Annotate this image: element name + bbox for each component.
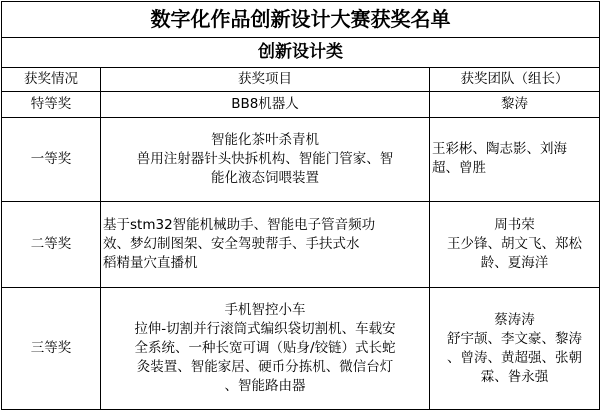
project-line: 能化液态饲喂装置 — [211, 169, 319, 186]
award-project-cell — [101, 288, 430, 410]
table-row — [2, 201, 600, 287]
award-team-cell — [430, 91, 600, 117]
team-line: 周书荣 — [494, 217, 535, 233]
award-level-cell: 三等奖 — [2, 288, 101, 410]
project-line: 稻精量穴直播机 — [103, 255, 198, 271]
header-award-project: 获奖项目 — [101, 67, 430, 91]
team-line: 超、曾胜 — [432, 160, 486, 177]
table-title: 数字化作品创新设计大赛获奖名单 — [2, 2, 600, 38]
award-level-cell: 二等奖 — [2, 201, 101, 287]
table-row — [2, 91, 600, 117]
header-award-team: 获奖团队（组长） — [430, 67, 600, 91]
project-line: 手机智控小车 — [224, 302, 306, 319]
team-line: 龄、夏海洋 — [480, 255, 549, 271]
team-line: 王彩彬、陶志影、刘海 — [432, 141, 567, 158]
project-line: 兽用注射器针头快拆机构、智能门管家、智 — [136, 150, 394, 167]
award-list-table — [1, 1, 600, 410]
award-project-cell — [101, 117, 430, 201]
award-project-cell — [101, 201, 430, 287]
award-project-cell — [101, 91, 430, 117]
project-line: 全系统、一种长宽可调（贴身/铰链）式长蛇 — [134, 340, 396, 357]
project-line: 效、梦幻制图架、安全驾驶帮手、手扶式水 — [103, 236, 360, 252]
project-line: 拉伸-切割并行滚筒式编织袋切割机、车载安 — [134, 321, 396, 338]
project-line: BB8机器人 — [231, 95, 299, 112]
team-line: 、曾涛、黄超强、张朝 — [447, 349, 583, 366]
team-line: 舒宇颉、李文豪、黎涛 — [447, 330, 583, 347]
project-line: 灸装置、智能家居、硬币分拣机、微信台灯 — [136, 359, 394, 376]
table-row — [2, 117, 600, 201]
header-award-level: 获奖情况 — [2, 67, 101, 91]
team-line: 蔡涛涛 — [494, 311, 535, 328]
award-level-cell: 特等奖 — [2, 91, 101, 117]
award-team-cell — [430, 201, 600, 287]
project-line: 智能化茶叶杀青机 — [211, 131, 319, 148]
project-line: 基于stm32智能机械助手、智能电子管音频功 — [103, 217, 376, 233]
award-team-cell — [430, 117, 600, 201]
team-line: 黎涛 — [501, 95, 529, 112]
team-line: 王少锋、胡文飞、郑松 — [447, 236, 583, 252]
table-row — [2, 288, 600, 410]
team-line: 霖、昝永强 — [480, 368, 549, 385]
award-team-cell — [430, 288, 600, 410]
category-heading: 创新设计类 — [2, 38, 600, 67]
award-level-cell: 一等奖 — [2, 117, 101, 201]
project-line: 、智能路由器 — [224, 378, 306, 395]
